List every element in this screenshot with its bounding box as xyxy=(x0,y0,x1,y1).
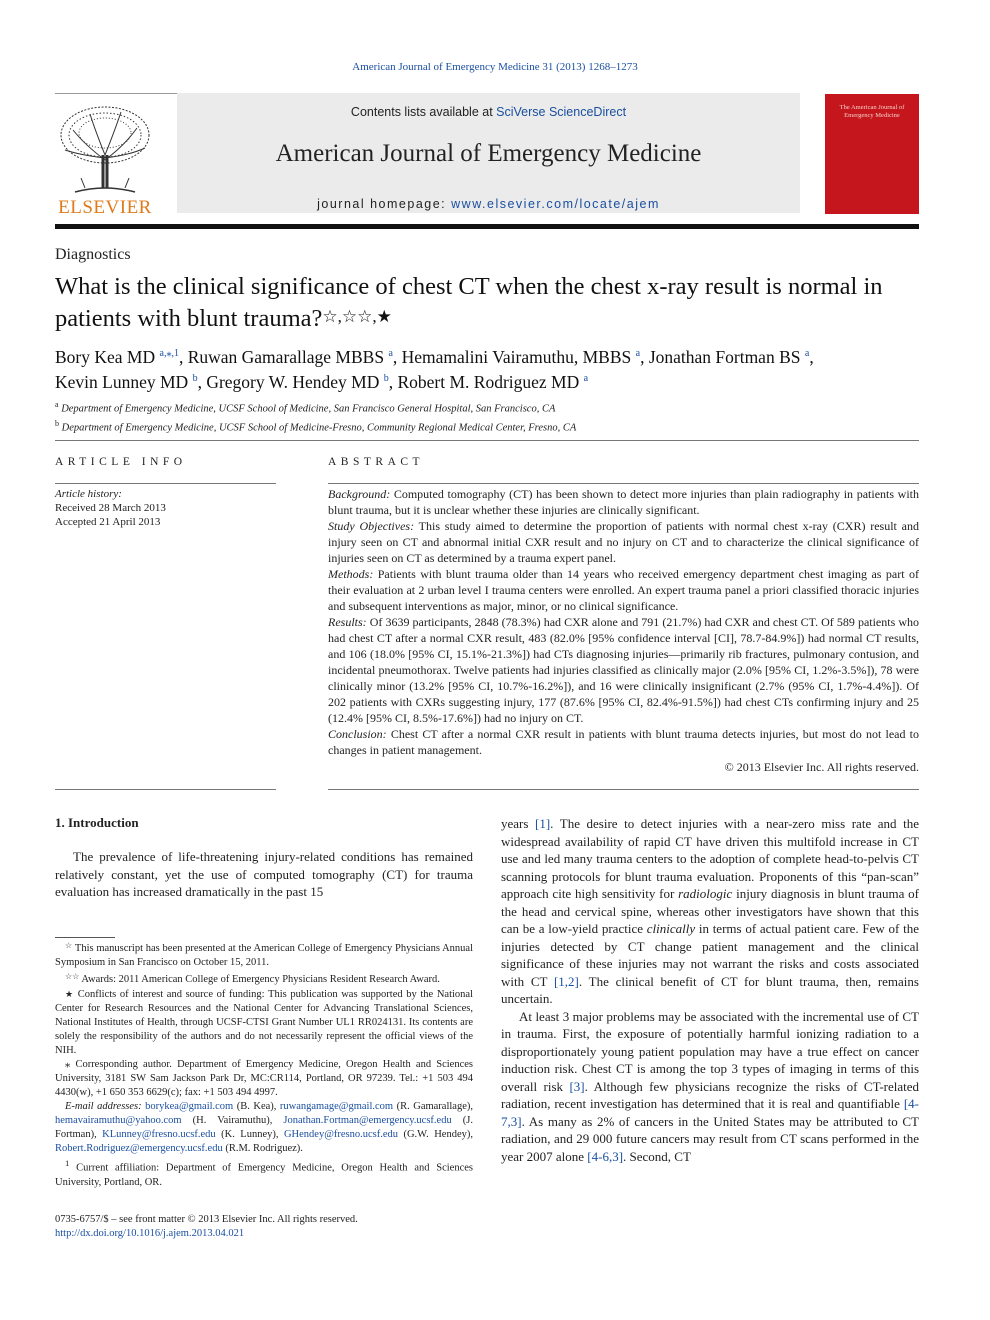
abstract-paragraph xyxy=(328,726,919,758)
intro-paragraph xyxy=(501,1008,919,1166)
divider xyxy=(55,440,919,441)
body-text: injury diagnosis in blunt trauma of the head and cervical spine, whereas other investigators have shown that this can be a low-yield practice xyxy=(501,886,920,936)
email-owner: (J. Fortman), xyxy=(55,1115,473,1140)
abstract-label: Study Objectives: xyxy=(328,519,415,533)
email-owner: (G.W. Hendey), xyxy=(398,1129,473,1140)
email-owner: (H. Vairamuthu), xyxy=(181,1115,284,1126)
abstract-text: Computed tomography (CT) has been shown to detect more injuries than plain radiography in patients with blunt trauma, but it is unclear whether these injuries are clinically significant. xyxy=(328,487,919,517)
author[interactable]: Jonathan Fortman BS xyxy=(648,346,801,367)
footnote xyxy=(55,939,473,970)
email-owner: (B. Kea), xyxy=(233,1101,280,1112)
abstract-paragraph xyxy=(328,518,919,566)
author-affil-mark[interactable]: a xyxy=(388,348,393,359)
contents-prefix: Contents lists available at xyxy=(350,105,497,119)
accepted-date: Accepted 21 April 2013 xyxy=(55,516,161,528)
section-label: Diagnostics xyxy=(55,246,131,263)
citation-link[interactable]: [1,2] xyxy=(553,973,579,989)
affiliations xyxy=(55,398,919,436)
citation-link[interactable]: [4-7,3] xyxy=(501,1096,919,1129)
abstract-paragraph xyxy=(328,486,919,518)
article-info-heading: ARTICLE INFO xyxy=(55,456,187,468)
footnote-mark: ⁎ xyxy=(65,1059,71,1070)
abstract-paragraph xyxy=(328,614,919,726)
author[interactable]: Robert M. Rodriguez MD xyxy=(397,371,580,392)
author[interactable]: Bory Kea MD xyxy=(55,346,156,367)
author-affil-mark[interactable]: a xyxy=(583,372,589,384)
journal-title: American Journal of Emergency Medicine xyxy=(275,140,702,167)
author[interactable]: Ruwan Gamarallage MBBS xyxy=(187,346,385,367)
email-footnote xyxy=(55,1100,473,1156)
email-link[interactable]: ruwangamage@gmail.com xyxy=(279,1101,394,1112)
footnote-text: Corresponding author. Department of Emergency Medicine, Oregon Health and Sciences University, 3181 SW Sam Jackson Park Dr, MC:CR114, Portland, OR 97239. Tel.: +1 503 494 4430(w), +1 650 353 6629(c); fax: +1 503 494 4997. xyxy=(55,1059,473,1098)
email-link[interactable]: Robert.Rodriguez@emergency.ucsf.edu xyxy=(55,1143,223,1154)
abstract-label: Results: xyxy=(328,615,367,629)
author-affil-mark[interactable]: a xyxy=(804,348,810,359)
author-separator: , xyxy=(197,371,207,392)
footnote xyxy=(55,970,473,987)
front-matter-info xyxy=(55,1213,475,1241)
abstract-text: Of 3639 participants, 2848 (78.3%) had CXR alone and 791 (21.7%) had CXR and chest CT. Of 589 patients who had chest CT after a normal CXR result, 483 (82.0% [95% confidence interval [CI], 78.7-84.9%]) had normal CT results, and 106 (18.0% [95% CI, 15.1%-21.3%]) had CTs diagnosing injuries—primarily rib fractures, pulmonary contusion, and incidental pneumothorax. Twelve patients had injuries classified as clinically major (2.0% [95% CI, 1.2%-3.5%]), 78 were clinically minor (13.2% [95% CI, 10.7%-16.2%]), and 16 were clinically insignificant (2.7% (95% CI, 1.7%-4.4%]). Of 202 patients with CXRs suggesting injury, 177 (87.6% [95% CI, 82.4%-91.5%]) had chest CTs confirming injury and 25 (12.4% [95% CI, 8.5%-17.6%]) had no injury on CT. xyxy=(328,615,919,725)
footnote-text: Conflicts of interest and source of funding: This publication was supported by the National Center for Research Resources and the National Center for Advancing Translational Sciences, National Institutes of Health, through UCSF-CTSI Grant Number UL1 RR024131. Its contents are solely the responsibility of the authors and do not necessarily represent the official views of the NIH. xyxy=(55,989,474,1056)
article-history xyxy=(55,487,166,529)
footnote-text: Current affiliation: Department of Emergency Medicine, Oregon Health and Sciences University, Portland, OR. xyxy=(55,1162,473,1188)
author-separator: , xyxy=(392,346,402,367)
email-owner: (K. Lunney), xyxy=(215,1129,284,1140)
affiliation-mark: b xyxy=(55,419,59,428)
abstract-label: Background: xyxy=(328,487,391,501)
body-text: years xyxy=(501,816,535,831)
abstract-paragraph xyxy=(328,566,919,614)
citation-link[interactable]: [4-6,3] xyxy=(587,1148,624,1164)
author-affil-mark[interactable]: b xyxy=(383,372,389,384)
email-link[interactable]: GHendey@fresno.ucsf.edu xyxy=(283,1129,399,1140)
introduction-heading: 1. Introduction xyxy=(55,815,139,830)
homepage-line xyxy=(177,197,800,211)
issn-line: 0735-6757/$ – see front matter © 2013 Elsevier Inc. All rights reserved. xyxy=(55,1214,358,1225)
body-text: clinically xyxy=(646,921,696,936)
body-text: in terms of actual patient care. Few of the injuries detected by CT change patient management and the clinical significance of these injuries may not warrant the risks and costs associated with CT xyxy=(501,921,919,989)
author[interactable]: Kevin Lunney MD xyxy=(55,371,189,392)
divider xyxy=(328,483,919,484)
footnote-mark: ★ xyxy=(65,989,75,999)
footnote xyxy=(55,1058,473,1100)
author[interactable]: Gregory W. Hendey MD xyxy=(206,371,380,392)
author-separator: , xyxy=(178,346,188,367)
received-date: Received 28 March 2013 xyxy=(55,502,166,514)
affiliation xyxy=(55,417,919,436)
abstract-body xyxy=(328,486,919,775)
abstract-text: Chest CT after a normal CXR result in patients with blunt trauma detects injuries, but most do not lead to changes in patient management. xyxy=(328,727,919,757)
header-bottom-rule xyxy=(55,224,919,229)
footnote-rule xyxy=(55,937,115,938)
footnote-mark: ☆☆ xyxy=(65,972,80,981)
footnote xyxy=(55,987,473,1058)
body-text: . Although few physicians recognize the risks of CT-related radiation, recent investigation has determined that it is real and quantifiable xyxy=(501,1078,920,1111)
email-label: E-mail addresses: xyxy=(65,1101,142,1112)
divider xyxy=(328,789,919,790)
affiliation-text: Department of Emergency Medicine, UCSF School of Medicine-Fresno, Community Regional Medical Center, Fresno, CA xyxy=(61,422,577,434)
body-text: At least 3 major problems may be associated with the incremental use of CT in trauma. First, the exposure of potentially harmful ionizing radiation to a disproportionately young patient population may have a true effect on cancer induction risk. Chest CT is among the top 3 types of imaging in terms of this overall risk xyxy=(501,1008,919,1094)
article-title-text: What is the clinical significance of chest CT when the chest x-ray result is normal in patients with blunt trauma? xyxy=(55,273,883,332)
email-owner: (R. Gamarallage), xyxy=(393,1101,473,1112)
divider xyxy=(55,483,276,484)
title-footnote-marks[interactable]: ☆,☆☆,★ xyxy=(322,307,392,326)
author-separator: , xyxy=(388,371,398,392)
abstract-label: Methods: xyxy=(328,567,374,581)
affiliation xyxy=(55,398,919,417)
abstract-label: Conclusion: xyxy=(328,727,387,741)
citation-link[interactable]: [3] xyxy=(569,1078,585,1094)
homepage-prefix: journal homepage: xyxy=(317,197,452,211)
divider xyxy=(55,789,276,790)
author-list xyxy=(55,343,919,393)
journal-cover-thumbnail[interactable] xyxy=(825,94,919,214)
abstract-copyright: © 2013 Elsevier Inc. All rights reserved. xyxy=(724,760,919,774)
email-link[interactable]: KLunney@fresno.ucsf.edu xyxy=(102,1129,216,1140)
email-link[interactable]: Jonathan.Fortman@emergency.ucsf.edu xyxy=(283,1115,452,1126)
footnote-text: Awards: 2011 American College of Emergency Physicians Resident Research Award. xyxy=(79,974,440,985)
abstract-heading: ABSTRACT xyxy=(328,456,425,468)
cover-title: The American Journal of Emergency Medicine xyxy=(839,104,905,119)
body-text: . The clinical benefit of CT for blunt trauma, then, remains uncertain. xyxy=(501,973,919,1006)
abstract-text: This study aimed to determine the proportion of patients with normal chest x-ray (CXR) result and injury seen on CT and abnormal initial CXR result and no injury on CT and to characterize the clinical significance of injuries seen on CT as determined by a trauma expert panel. xyxy=(328,519,919,565)
intro-right-column xyxy=(501,815,919,1165)
body-text: radiologic xyxy=(678,886,733,901)
footnotes xyxy=(55,939,473,1190)
email-link[interactable]: borykea@gmail.com xyxy=(145,1101,234,1112)
intro-paragraph: The prevalence of life-threatening injury-related conditions has remained relatively constant, yet the use of computed tomography (CT) for trauma evaluation has increased dramatically in the past 15 xyxy=(55,849,473,899)
sciencedirect-link[interactable]: SciVerse ScienceDirect xyxy=(496,105,627,119)
intro-paragraph xyxy=(501,815,919,1008)
email-link[interactable]: hemavairamuthu@yahoo.com xyxy=(55,1115,182,1126)
footnote xyxy=(55,1156,473,1190)
homepage-link[interactable]: www.elsevier.com/locate/ajem xyxy=(451,197,660,211)
elsevier-wordmark: ELSEVIER xyxy=(58,197,152,218)
affiliation-text: Department of Emergency Medicine, UCSF School of Medicine, San Francisco General Hospital, San Francisco, CA xyxy=(61,403,556,415)
body-text: . As many as 2% of cancers in the United States may be attributed to CT radiation, and 29 000 future cancers may result from CT scans performed in the year 2007 alone xyxy=(501,1113,919,1164)
author-separator: , xyxy=(640,346,649,367)
citation-link[interactable]: [1] xyxy=(535,816,551,831)
history-label: Article history: xyxy=(55,488,122,500)
email-owner: (R.M. Rodriguez). xyxy=(222,1143,303,1154)
doi-link[interactable]: http://dx.doi.org/10.1016/j.ajem.2013.04.021 xyxy=(55,1228,245,1239)
contents-line xyxy=(177,105,800,119)
footnote-mark: 1 xyxy=(65,1158,70,1168)
body-text: . The desire to detect injuries with a near-zero miss rate and the widespread availability of rapid CT have driven this multifold increase in CT use and led many trauma centers to the adoption of complete head-to-pelvis CT scanning protocols for blunt trauma evaluation. Proponents of this “pan-scan” approach cite high sensitivity for xyxy=(501,816,919,901)
article-title xyxy=(55,272,919,334)
footnote-mark: ☆ xyxy=(65,941,73,950)
author-separator: , xyxy=(809,346,814,367)
footnote-text: This manuscript has been presented at the American College of Emergency Physicians Annual Symposium in San Francisco on October 15, 2011. xyxy=(55,943,473,968)
affiliation-mark: a xyxy=(55,400,59,409)
author[interactable]: Hemamalini Vairamuthu, MBBS xyxy=(401,346,632,367)
abstract-text: Patients with blunt trauma older than 14 years who received emergency department chest imaging as part of their evaluation at 2 urban level I trauma centers were enrolled. An expert trauma panel a priori classified thoracic injuries and subsequent interventions as major, minor, or no clinical significance. xyxy=(328,567,919,613)
author-affil-mark[interactable]: a xyxy=(635,348,641,359)
author-affil-mark[interactable]: b xyxy=(192,372,198,384)
journal-citation[interactable]: American Journal of Emergency Medicine 31 (2013) 1268–1273 xyxy=(352,61,638,73)
author-affil-mark[interactable]: a,⁎,1 xyxy=(159,348,179,359)
body-text: . Second, CT xyxy=(623,1148,691,1164)
